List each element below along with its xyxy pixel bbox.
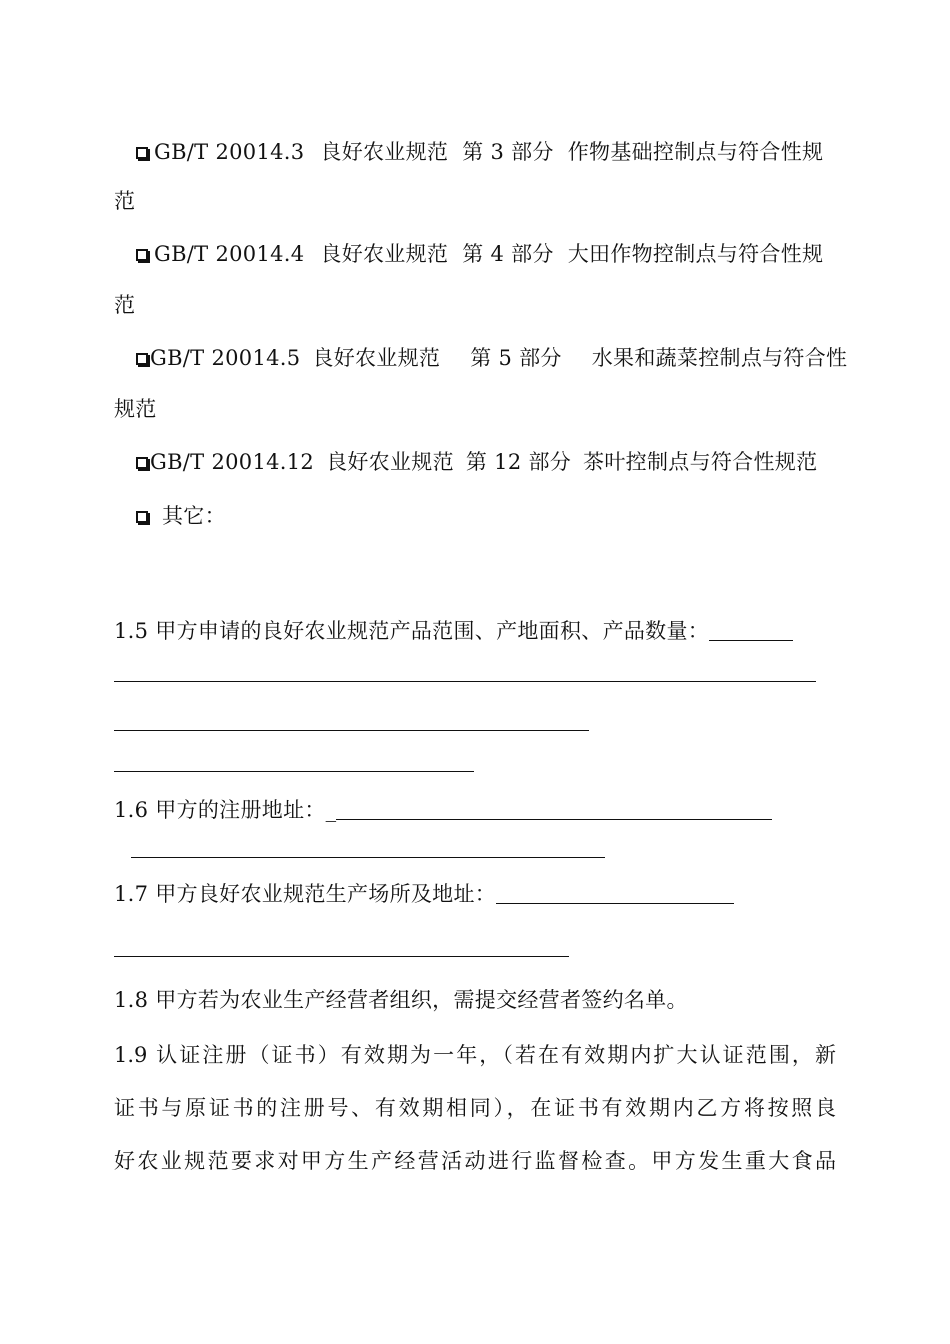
checkbox-icon[interactable] (136, 511, 148, 523)
clause-1-6-text: 1.6 甲方的注册地址：_ (114, 798, 337, 822)
checkbox-icon[interactable] (136, 353, 148, 365)
standard-title: 良好农业规范 (320, 140, 449, 164)
standard-wrap-text: 规范 (114, 397, 157, 421)
standard-desc: 茶叶控制点与符合性规范 (583, 450, 818, 474)
checkbox-icon[interactable] (136, 147, 148, 159)
fill-blank[interactable] (709, 618, 793, 641)
clause-1-9-line-1: 1.9 认证注册（证书）有效期为一年，（若在有效期内扩大认证范围，新 (114, 1043, 836, 1067)
checkbox-icon[interactable] (136, 249, 148, 261)
standard-code: GB/T 20014.4 (154, 242, 305, 266)
standard-part: 第 3 部分 (462, 140, 554, 164)
standard-code: GB/T 20014.5 (150, 346, 301, 370)
fill-blank[interactable] (496, 881, 734, 904)
fill-line[interactable] (114, 956, 569, 957)
fill-line[interactable] (114, 730, 589, 731)
fill-line[interactable] (114, 771, 474, 772)
clause-1-5 (114, 616, 793, 646)
fill-blank[interactable] (336, 797, 772, 820)
clause-1-6 (114, 795, 772, 825)
standard-part: 第 12 部分 (465, 450, 572, 474)
standard-desc: 水果和蔬菜控制点与符合性 (591, 346, 848, 370)
checkbox-icon[interactable] (136, 457, 148, 469)
standard-code: GB/T 20014.12 (150, 450, 315, 474)
standard-item-gbt-20014-3 (136, 137, 823, 167)
fill-line[interactable] (114, 681, 816, 682)
standard-item-gbt-20014-4 (136, 239, 823, 269)
fill-line[interactable] (131, 857, 605, 858)
standard-code: GB/T 20014.3 (154, 140, 305, 164)
clause-1-9-line-3: 好农业规范要求对甲方生产经营活动进行监督检查。甲方发生重大食品 (114, 1149, 836, 1173)
clause-1-8: 1.8 甲方若为农业生产经营者组织，需提交经营者签约名单。 (114, 988, 688, 1012)
standard-title: 良好农业规范 (320, 242, 449, 266)
standard-title: 良好农业规范 (326, 450, 454, 474)
standard-part: 第 4 部分 (462, 242, 554, 266)
standard-part: 第 5 部分 (470, 346, 562, 370)
standard-wrap-text: 范 (114, 189, 136, 213)
clause-1-7 (114, 879, 734, 909)
clause-1-7-text: 1.7 甲方良好农业规范生产场所及地址： (114, 882, 497, 906)
standard-item-gbt-20014-12 (136, 447, 817, 477)
standard-desc: 大田作物控制点与符合性规 (567, 242, 824, 266)
clause-1-9-line-2: 证书与原证书的注册号、有效期相同），在证书有效期内乙方将按照良 (114, 1096, 836, 1120)
clause-1-5-text: 1.5 甲方申请的良好农业规范产品范围、产地面积、产品数量： (114, 619, 710, 643)
standard-item-gbt-20014-5 (136, 343, 847, 373)
other-label: 其它： (162, 504, 226, 528)
standard-desc: 作物基础控制点与符合性规 (567, 140, 824, 164)
standard-title: 良好农业规范 (312, 346, 441, 370)
standard-item-other (136, 501, 226, 531)
standard-wrap-text: 范 (114, 293, 136, 317)
